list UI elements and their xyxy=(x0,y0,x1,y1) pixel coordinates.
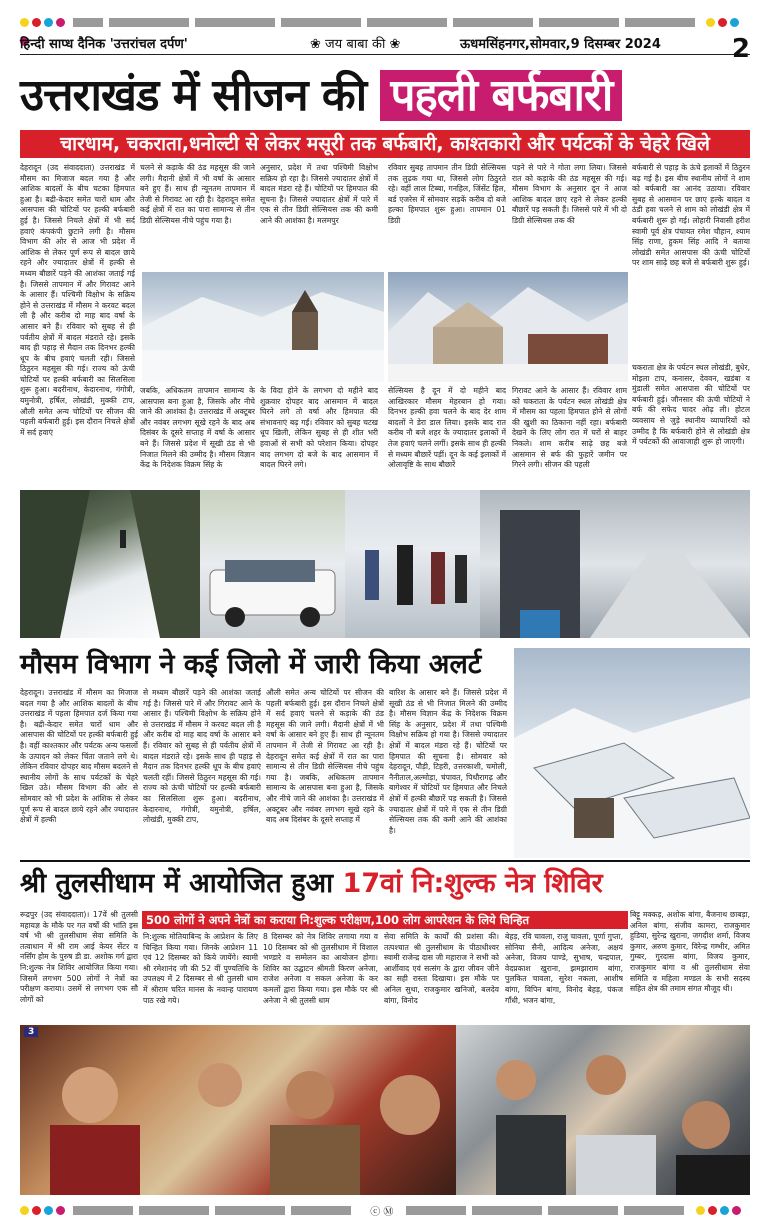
bottom-color-strip xyxy=(20,1200,750,1218)
temple-silhouette xyxy=(142,272,384,382)
story1-subheadline: चारधाम, चकराता,धनोल्टी से लेकर मसूरी तक बर्फबारी, काश्तकारो और पर्यटकों के चेहरे खिले xyxy=(20,130,750,158)
story1-col4b: सेल्सियस है दून में दो महीने बाद आखिरकार मौसम मेहरबान हो गया। दिनभर हल्की हवा चलने के बाद देर शाम बादलों ने डेरा डाल लिया। इसके बाद रात करीब नौ बजे शहर के ज्यादातर इलाकों में तेज हवाएं चलने लगीं। इसके साथ ही हल्की से मध्यम बौछारें पड़ीं। दून के कई इलाकों में ओलावृष्टि के साथ बौछारें xyxy=(388,386,506,470)
story3-col4: सेवा समिति के कार्यों की प्रशंसा की। तत्पश्चात श्री तुलसीधाम के पीठाधीश्वर स्वामी राजेन्द्र दास जी महाराज ने सभी को आर्शीवाद एवं सत्संग के द्वारा जीवन जीने का सही रास्ता दिखाया। इस मौके पर अनिल सुथा, राजकुमार खनिजो, बलदेव बांगा, विनोद xyxy=(384,932,499,1005)
story1-col3: अनुसार, प्रदेश में तथा पश्चिमी विक्षोभ सक्रिय हो रहा है। जिससे ज्यादातर क्षेत्रों में बादल मंडरा रहे हैं। चोटियों पर हिमपात की सूचना है। जिससे ज्यादातर क्षेत्रों में पारे में एक से तीन डिग्री सेल्सियस तक की कमी आने की आशंका है। मलमपुर xyxy=(260,163,378,225)
center-tag: ❀ जय बाबा की ❀ xyxy=(310,37,401,52)
headline-pink-part: पहली बर्फबारी xyxy=(380,70,622,121)
dot-blue xyxy=(44,18,53,27)
story1-col5b: गिरावट आने के आसार हैं। रविवार शाम को चकराता के पर्यटन स्थल लोखंडी क्षेत्र में मौसम का पहला हिमपात होने से लोगों की खुशी का ठिकाना नहीं रहा। बर्फबारी देखने के लिए लोग रात में घरों से बाहर निकले। शाम करीब साढ़े छह बजे आसमान से बर्फ की फुहारें जमीन पर गिरने लगी। सीजन की पहली xyxy=(512,386,627,470)
story2-col2: से मध्यम बौछारें पड़ने की आशंका जताई गई है। जिससे पारे में और गिरावट आने के आसार हैं। पश्चिमी विक्षोभ के सक्रिय होने से उत्तराखंड में मौसम ने करवट बदल ली है और करीब दो माह बाद वर्षा के आसार बने हैं। रविवार को सुबह से ही पर्वतीय क्षेत्रों में बादल मंडराते रहे। इसके साथ ही पहाड़ से मैदान तक दिनभर हल्की धूप के बीच हवाएं चलती रहीं। जिससे ठिठुरन महसूस की गई। राज्य को ऊंची चोटियों पर हल्की बर्फबारी का सिलसिला शुरू हुआ। बदरीनाथ, केदारनाथ, गंगोत्री, यमुनोत्री, हर्षिल, लोखंडी, मुक्की टाप, xyxy=(143,688,261,825)
story3-col2: नि:शुल्क मोतियाबिन्द के आप्रेशन के लिए चिन्हित किया गया। जिनके आप्रेशन 11 एवं 12 दिसम्बर को किये जायेंगे। स्वामी श्री रमेशानंद जी की 52 वीं पुण्यतिथि के उपलक्ष्य में 2 दिसम्बर से श्री तुलसी धाम में श्रीराम चरित मानस के नवान्ह पारायण पाठ रखे गये। xyxy=(143,932,258,1005)
photo-person-filming-snow-road xyxy=(480,490,750,638)
story2-col1: देहरादून। उत्तराखंड में मौसम का मिजाज बदल गया है और आशिक बादलों के बीच उत्तराखंड में पहला हिमपात दर्ज किया गया है। बद्री-केदार समेत चारों धाम और आसपास की चोटियों पर हल्की बर्फबारी हुई है। वहीं काश्तकार और पर्यटक अन्य फसलों के उत्पादन को लेकर चिंता जताने लगे थे। लेकिन रविवार दोपहर बाद मौसम बदलने से स्थानीय लोगों के साथ पर्यटकों के चेहरे खिल उठे। मौसम विभाग की ओर से सोमवार को भी प्रदेश के आंशिक से लेकर पूर्ण रूप से बादल छाये रहने और ज्यादातर क्षेत्रों में हल्की xyxy=(20,688,138,825)
story2-col3: औली समेत अन्य चोटियों पर सीजन की पहली बर्फबारी हुई। इस दौरान निचले क्षेत्रों में सर्द हवाएं चलने से कड़ाके की ठंड महसूस की जाने लगी। मैदानी क्षेत्रों में भी वर्षा के आसार बने हुए हैं। साथ ही न्यूनतम तापमान में तेजी से गिरावट आ रही है। देहरादून समेत कई क्षेत्रों में रात का पारा सामान्य से तीन डिग्री सेल्सियस नीचे पहुंच गया है। जबकि, अधिकतम तापमान सामान्य के आसपास बना हुआ है, जिसके और नीचे जाने की आशंका है। उत्तराखंड में अक्टूबर और नवंबर लगभग सूखे रहने के बाद अब दिसंबर के दूसरे सप्ताह में xyxy=(266,688,384,825)
paper-name: हिन्दी साप्ध दैनिक 'उत्तरांचल दर्पण' xyxy=(20,37,188,52)
photo-white-suv-snow xyxy=(200,490,345,638)
photo-number-label: 3 xyxy=(24,1027,38,1037)
story3-col5: बेहड़, रवि चावला, राजु चावला, पूर्णा गुप्ता, सोनिया सैनी, आदित्य अनेजा, अक्षयं अनेजा, विजय पाण्डे, सुभाष, चन्द्रपाल, वेदप्रकाश खुराना, झमझाराम बांगा, पुलकित चावला, सुरेश नकला, आशीष बांगा, विपिन बांगा, विनोद बेहड़, पंकज गाँधी, भजन बांगा, xyxy=(505,932,623,1005)
story3-col3: 8 दिसम्बर को नेत्र शिविर लगाया गया व 10 दिसम्बर को श्री तुलसीधाम में विशाल भण्डारे व सम्मेलन का आयोजन होगा। शिविर का उद्घाटन श्रीमती किरण अनेजा, राजेश अनेजा व सकल अनेजा के कर कमलों द्वारा किया गया। इस मौके पर श्री अनेजा ने श्री तुलसी धाम xyxy=(263,932,378,1005)
story3-subheadline: 500 लोगों ने अपने नेत्रों का कराया नि:शुल्क परीक्षण,100 लोग आपरेशन के लिये चिन्हित xyxy=(142,911,628,929)
photo-tourists-in-snow xyxy=(345,490,480,638)
story3-headline-red: 17वां नि:शुल्क नेत्र शिविर xyxy=(342,868,603,899)
story3-headline-black: श्री तुलसीधाम में आयोजित हुआ xyxy=(20,868,334,899)
story1-col2b: जबकि, अधिकतम तापमान सामान्य के आसपास बना हुआ है, जिसके और नीचे जाने की आशंका है। उत्तराखंड में अक्टूबर और नवंबर लगभग सूखे रहने के बाद अब दिसंबर के दूसरे सप्ताह में वर्षा के आसार बने हैं। जिससे प्रदेश में सूखी ठंड से भी निजात मिलने की उम्मीद है। मौसम विज्ञान केंद्र के निदेशक विक्रम सिंह के xyxy=(140,386,255,470)
story1-col3b: के विदा होने के लगभग दो महीने बाद शुक्रवार दोपहर बाद आसमान में बादल घिरने लगे तो वर्षा और हिमपात की संभावनाएं बढ़ गईं। रविवार को सुबह चटख धूप खिली, लेकिन सुबह से ही शीत भरी हवाओं से सभी को परेशान किया। दोपहर बाद लगभग दो बजे के बाद आसमान में बादल घिरने लगे। xyxy=(260,386,378,470)
photo-kedarnath-snow xyxy=(142,272,384,382)
story2-headline: मौसम विभाग ने कई जिलो में जारी किया अलर्ट xyxy=(20,649,482,680)
story1-headline xyxy=(20,60,750,132)
story3-headline xyxy=(20,860,750,906)
dot-pink xyxy=(56,18,65,27)
story2-col4: बारिश के आसार बने हैं। जिससे प्रदेश में सूखी ठंड से भी निजात मिलने की उम्मीद है। मौसम विज्ञान केंद्र के निदेशक विक्रम सिंह के अनुसार, प्रदेश में तथा पश्चिमी विक्षोभ सक्रिय हो गया है। जिससे ज्यादातर क्षेत्रों में बादल मंडरा रहे हैं। चोटियों पर हिमपात की सूचना है। सोमवार को देहरादून, पौड़ी, टिहरी, उत्तरकाशी, चमोली, नैनीताल,अल्मोड़ा, चंपावत, पिथौरागढ़ और बागेश्वर में चोटियों पर हिमपात और निचले क्षेत्रों में हल्की बौछारें पड़ सकती है। जिससे ज्यादातर क्षेत्रों में पारे में एक से तीन डिग्री सेल्सियस तक की कमी आने की आशंका है। xyxy=(389,688,507,835)
page-number: 2 xyxy=(731,34,750,64)
story3-col6: बिट्टू मक्कड़, अशोक बांगा, बैजनाथ छाबड़ा, अनिल बांगा, संजीव कामरा, राजकुमार हुडिया, सुरेन्द्र खुराना, जगदीश शर्मा, विजय कुमार, अरुण कुमार, विरेन्द्र गम्भीर, अमित गुम्बर, गुरदास बांगा, विजय कुमार, राजकुमार बांगा व श्री तुलसीधाम सेवा समिति व महिला मण्डल के सभी सदस्य सहित क्षेत्र की तमाम संगत मौजूद थी। xyxy=(630,910,750,994)
story1-col5: पड़ने से पारे ने गोता लगा लिया। जिससे रात को कड़ाके की ठंड महसूस की गई। मौसम विभाग के अनुसार दून ने आज आशिक बादल छाए रहने से लेकर हल्की बौछारें पड़ सकती हैं। जिससे पारे में भी दो डिग्री सेल्सियस तक की xyxy=(512,163,627,225)
story3-col1: रूद्रपुर (उद संवाददाता)। 17वें श्री तुलसी महायज्ञ के मौके पर गत वर्षों की भांति इस वर्ष भी श्री तुलसीधाम सेवा समिति के तत्वाधान में श्री राम आई केयर सेंटर व नर्सिंग होम के पुरुष डी डा. अशोक गर्ग द्वारा नि:शुल्क नेत्र शिविर आयोजित किया गया। जिसमें लगभग 500 लोगों ने नेत्रों का परीक्षण कराया। उसमें से लगभग एक सौ लोगों को xyxy=(20,910,138,1004)
photo-eye-checkup xyxy=(456,1025,750,1195)
dot-red xyxy=(32,18,41,27)
photo-snowy-forest-trail xyxy=(20,490,200,638)
dateline: ऊधमसिंहनगर,सोमवार,9 दिसम्बर 2024 xyxy=(460,37,661,52)
masthead xyxy=(20,30,750,64)
story1-col1: देहरादून (उद संवाददाता) उत्तराखंड में मौसम का मिजाज बदल गया है और आशिक बादलों के बीच चटका हिमपात हुआ है। बद्री-केदार समेत चारों धाम और आसपास की चोटियों पर हल्की बर्फबारी हुई है। जिससे निचले क्षेत्रों में भी सर्द हवाएं कंपकंपी छुटाने लगी है। मौसम विभाग की ओर से आज भी प्रदेश में आंशिक से लेकर पूर्ण रूप से बादल छाये रहने और ज्यादातर क्षेत्रों में हल्की से मध्यम बौछारें पड़ने की आशंका जताई गई है। जिससे तापमान में और गिरावट आने के आसार हैं। पश्चिमी विक्षोभ के सक्रिय होने से उत्तराखंड में मौसम ने करवट बदल ली है और करीब दो माह बाद वर्षा के आसार बने हैं। रविवार को सुबह से ही पर्वतीय क्षेत्रों में बादल मंडराते रहे। इसके बाद ही पहाड़ से मैदान तक दिनभर हल्की धूप के बीच हवाएं चलती रही। जिससे ठिठुरन महसूस की गई। राज्य को ऊंची चोटियों पर हल्की बर्फबारी का सिलसिला शुरू हुआ। बदरीनाथ, केदारनाथ, गंगोत्री, यमुनोत्री, हर्षिल, लोखंडी, मुक्की टाप, औली समेत अन्य चोटियों पर सीजन की पहली बर्फबारी हुई। इस दौरान निचले क्षेत्रों में सर्द हवाएं xyxy=(20,163,135,437)
photo-snowy-rooftops xyxy=(514,648,750,858)
story1-col2: चलने से कड़ाके की ठंड महसूस की जाने लगी। मैदानी क्षेत्रों में भी वर्षा के आसार बने हुए हैं। साथ ही न्यूनतम तापमान में तेजी से गिरावट आ रही है। देहरादून समेत कई क्षेत्रों में रात का पारा सामान्य से तीन डिग्री सेल्सियस नीचे पहुंच गया है। xyxy=(140,163,255,225)
dot-yellow xyxy=(20,18,29,27)
top-color-strip xyxy=(20,12,750,24)
story1-col6b: चकराता क्षेत्र के पर्यटन स्थल लोखंडी, बुधेर, मोइला टाप, कनासर, देववन, खडंबा व मुंडाली समेत आसपास की चोटियों पर बर्फबारी हुई। जौनसार की ऊंची चोटियों ने बर्फ की सफेद चादर ओढ़ ली। होटल व्यवसाय से जुड़े स्थानीय व्यापारियों को उम्मीद है कि बर्फबारी होने से लोखंडी क्षेत्र में पर्यटकों की आवाजाही शुरू हो जाएगी। xyxy=(632,363,750,447)
photo-gangotri-temple xyxy=(388,272,628,382)
headline-black-part: उत्तराखंड में सीजन की xyxy=(20,70,367,121)
story1-col6: बर्फबारी से पहाड़ के ऊंचे इलाकों में ठिठुरन बढ़ गई है। इस बीच स्थानीय लोगों ने शाम को बर्फबारी का आनंद उठाया। रविवार सुबह से आसमान पर छाए हल्के बादल व ठंडी हवा चलने से शाम को लोखंडी क्षेत्र में बर्फबारी शुरू हो गई। लोहारी निवासी हरीश स्वामी पूर्व क्षेत्र पंचायत रमेश चौहान, श्याम सिंह राणा, हुकम सिंह आदि ने बताया लोखंडी समेत आसपास की ऊंची चोटियों पर शाम साढ़े छह बजे से बर्फबारी शुरू हुई। xyxy=(632,163,750,268)
footer-center-mark: ⓒ Ⓜ xyxy=(370,1207,394,1218)
temple-snow-drawing xyxy=(388,272,628,382)
photo-felicitation-event xyxy=(20,1025,456,1195)
story1-col4: रविवार सुबह तापमान तीन डिग्री सेल्सियस तक लुढ़क गया था, जिससे लोग ठिठुरते रहे। वहीं लाल टिब्बा, गनहिल, जिंसेंट हिल, बर्ड एजरेस में सोमवार सड़कें करीब दो बजे हल्का हिमपात शुरू हुआ। तापमान 01 डिग्री xyxy=(388,163,506,225)
